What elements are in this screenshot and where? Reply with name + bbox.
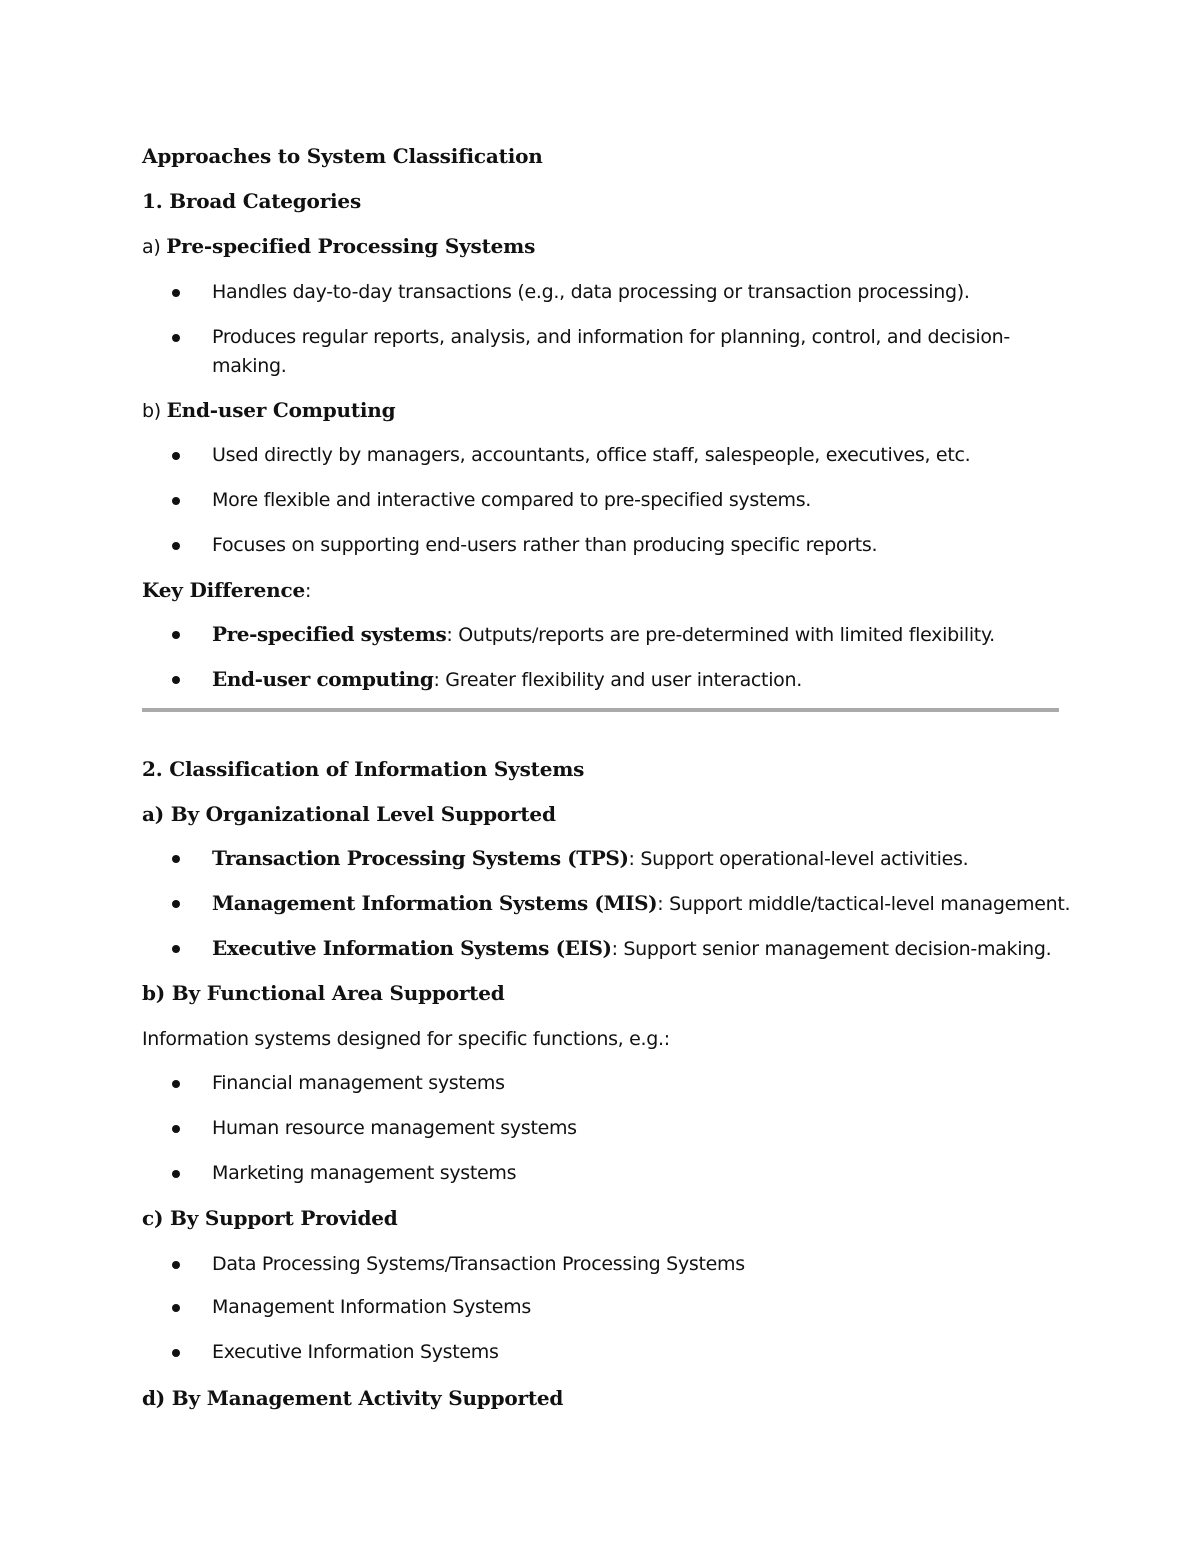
bullet-icon: [172, 1304, 180, 1312]
subsection-2b-intro: Information systems designed for specific functions, e.g.:: [142, 1028, 670, 1050]
list-item-text: [212, 933, 1052, 964]
subsection-1a-prefix: a): [142, 236, 167, 258]
list-item-term: End-user computing: [212, 667, 434, 691]
list-item-text: Executive Information Systems: [212, 1341, 499, 1363]
bullet-icon: [172, 855, 180, 863]
bullet-icon: [172, 289, 180, 297]
bullet-icon: [172, 945, 180, 953]
bullet-icon: [172, 676, 180, 684]
list-item-description: : Support senior management decision-making.: [611, 938, 1052, 960]
list-item-term: Executive Information Systems (EIS): [212, 936, 612, 960]
list-item-text: [212, 664, 1052, 695]
list-item-description: : Support operational-level activities.: [628, 848, 969, 870]
list-item-description: : Greater flexibility and user interaction.: [433, 669, 802, 691]
subsection-2b-heading: b) By Functional Area Supported: [142, 981, 505, 1005]
list-item-text: Data Processing Systems/Transaction Processing Systems: [212, 1253, 745, 1275]
subsection-2d-heading: d) By Management Activity Supported: [142, 1386, 564, 1410]
bullet-icon: [172, 1170, 180, 1178]
subsection-2a-heading: a) By Organizational Level Supported: [142, 802, 556, 826]
list-item-text: Human resource management systems: [212, 1117, 577, 1139]
subsection-2c-heading: c) By Support Provided: [142, 1206, 398, 1230]
list-item-text: [212, 888, 1071, 919]
bullet-icon: [172, 1125, 180, 1133]
document-title: Approaches to System Classification: [142, 144, 543, 168]
list-item-text: Management Information Systems: [212, 1296, 531, 1318]
section-1-heading: 1. Broad Categories: [142, 189, 362, 213]
bullet-icon: [172, 1080, 180, 1088]
bullet-icon: [172, 452, 180, 460]
list-item-description: : Support middle/tactical-level management.: [657, 893, 1071, 915]
subsection-1b-heading: [142, 395, 395, 426]
key-difference-title: Key Difference: [142, 578, 306, 602]
key-difference-heading: [142, 575, 311, 606]
bullet-icon: [172, 334, 180, 342]
list-item-term: Pre-specified systems: [212, 622, 447, 646]
subsection-1b-title: End-user Computing: [166, 398, 396, 422]
bullet-icon: [172, 631, 180, 639]
bullet-icon: [172, 900, 180, 908]
list-item-text: Marketing management systems: [212, 1162, 517, 1184]
list-item-text: Produces regular reports, analysis, and information for planning, control, and decision-: [212, 326, 1010, 348]
subsection-1a-title: Pre-specified Processing Systems: [166, 234, 536, 258]
bullet-icon: [172, 1261, 180, 1269]
list-item-term: Management Information Systems (MIS): [212, 891, 658, 915]
section-2-heading: 2. Classification of Information Systems: [142, 757, 585, 781]
bullet-icon: [172, 542, 180, 550]
list-item-text: Handles day-to-day transactions (e.g., data processing or transaction processing).: [212, 281, 970, 303]
subsection-1a-heading: [142, 231, 535, 262]
list-item-text: making.: [212, 355, 287, 377]
list-item-text: [212, 843, 1052, 874]
bullet-icon: [172, 1349, 180, 1357]
subsection-1b-prefix: b): [142, 400, 167, 422]
list-item-text: More flexible and interactive compared to pre-specified systems.: [212, 489, 812, 511]
bullet-icon: [172, 497, 180, 505]
key-difference-colon: :: [305, 580, 312, 602]
list-item-text: Focuses on supporting end-users rather than producing specific reports.: [212, 534, 878, 556]
list-item-text: Financial management systems: [212, 1072, 505, 1094]
horizontal-divider: [142, 708, 1059, 712]
list-item-description: : Outputs/reports are pre-determined with limited flexibility.: [446, 624, 995, 646]
list-item-term: Transaction Processing Systems (TPS): [212, 846, 629, 870]
list-item-text: Used directly by managers, accountants, office staff, salespeople, executives, etc.: [212, 444, 971, 466]
list-item-text: [212, 619, 1052, 650]
